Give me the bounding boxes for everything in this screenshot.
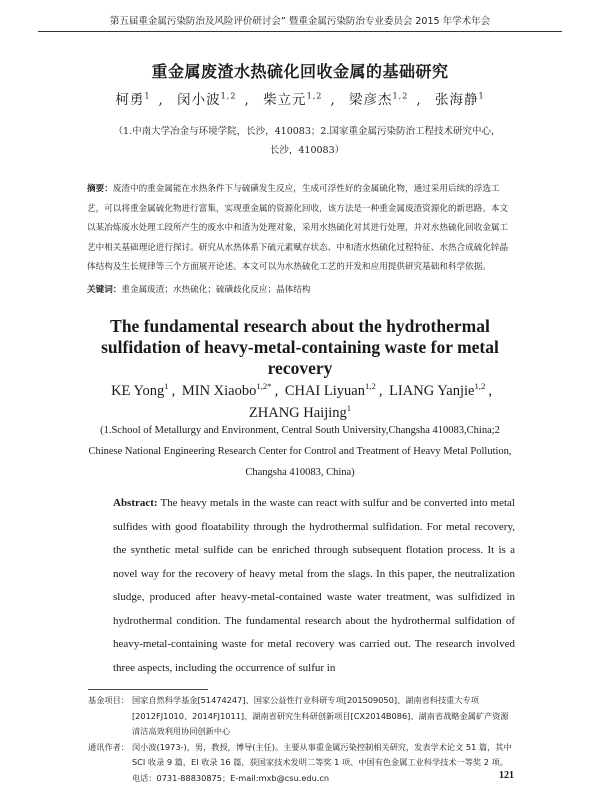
corresponding-author-note	[88, 740, 516, 787]
cn-author: 柴立元$^{1,2}$	[263, 90, 323, 108]
english-abstract	[113, 492, 515, 680]
en-author: ZHANG Haijing$^1$	[248, 403, 352, 421]
en-author: KE Yong$^1$	[111, 381, 169, 399]
running-header: 第五届重金属污染防治及风险评价研讨会” 暨重金属污染防治专业委员会 2015 年学术年会	[109, 16, 491, 27]
english-title: The fundamental research about the hydrothermal sulfidation of heavy-metal-containing waste for metal recovery	[101, 316, 499, 378]
en-author: MIN Xiaobo$^{1,2*}$	[181, 381, 272, 399]
cn-author: 梁彦杰$^{1,2}$	[349, 90, 409, 108]
cn-abstract-label: 摘要：	[87, 184, 113, 194]
author-label: 通讯作者：	[88, 741, 129, 752]
chinese-authors: 柯勇$^1$ , 闵小波$^{1,2}$ , 柴立元$^{1,2}$ , 梁彦杰$^{1,2}$ , 张海静$^1$	[115, 90, 485, 108]
chinese-affiliation: （1.中南大学冶金与环境学院，长沙，410083；2.国家重金属污染防治工程技术研究中心，长沙，410083）	[113, 126, 501, 156]
author-text: 闵小波(1973-)，男，教授，博导(主任)。主要从事重金属污染控制相关研究，发表学术论文 51 篇，其中 SCI 收录 9 篇，EI 收录 16 篇，获国家技术发明二等奖 1 项、中国有色金属工业科学技术一等奖 2 项。电话：0731-88830875；E-mail:mxb@csu.edu.cn	[131, 741, 512, 783]
cn-author: 柯勇$^1$	[115, 90, 151, 108]
chinese-keywords	[87, 282, 512, 298]
cn-keywords-text: 重金属废渣；水热硫化；硫磺歧化反应；晶体结构	[121, 285, 311, 295]
en-abstract-label: Abstract:	[113, 497, 158, 509]
chinese-title: 重金属废渣水热硫化回收金属的基础研究	[151, 62, 449, 81]
cn-author: 张海静$^1$	[435, 90, 485, 108]
footnote-rule	[88, 689, 208, 690]
footnotes	[88, 693, 516, 786]
cn-keywords-label: 关键词：	[87, 285, 122, 295]
cn-abstract-text: 废渣中的重金属能在水热条件下与硫磺发生反应，生成可浮性好的金属硫化物，通过采用后续的浮选工艺，可以将重金属硫化物进行富集，实现重金属的资源化回收，该方法是一种重金属废渣资源化的新思路。本文以某冶炼废水处理工段所产生的废水中和渣为处理对象，采用水热硫化对其进行处理，并对水热硫化回收金属工艺中相关基础理论进行探讨。研究从水热体系下硫元素赋存状态、中和渣水热硫化过程特征、水热合成硫化锌晶体结构及生长规律等三个方面展开论述。本文可以为水热硫化工艺的开发和应用提供研究基础和科学依据。	[87, 184, 509, 273]
funding-text: 国家自然科学基金[51474247]、国家公益性行业科研专项[201509050]、湖南省科技重大专项[2012FJ1010、2014FJ1011]、湖南省研究生科研创新项目[CX2014B086]、湖南省战略金属矿产资源清洁高效利用协同创新中心	[131, 695, 509, 736]
english-authors: KE Yong$^1$ , MIN Xiaobo$^{1,2*}$ , CHAI Liyuan$^{1,2}$ , LIANG Yanjie$^{1,2}$ , ZHANG Haijing$^1$	[111, 381, 492, 421]
chinese-abstract	[87, 180, 512, 278]
page-number: 121	[499, 770, 514, 781]
header-rule	[38, 31, 562, 32]
en-author: CHAI Liyuan$^{1,2}$	[284, 381, 376, 399]
funding-label: 基金项目：	[88, 695, 129, 705]
en-abstract-text: The heavy metals in the waste can react with sulfur and be converted into metal sulfides with good floatability through the hydrothermal sulfidation. For metal recovery, the synthetic metal sulfide can be enriched through subsequent flotation process. It is a novel way for the recovery of heavy metal from the slags. In this paper, the neutralization sludge, produced after heavy-metal-contained waste water treatment, was sulfidized in hydrothermal condition. The fundamental research about the hydrothermal sulfidation of heavy-metal-containing waste for metal recovery was carried out. The research involved three aspects, including the occurrence of sulfur in	[113, 497, 515, 674]
funding-note	[88, 693, 516, 740]
cn-author: 闵小波$^{1,2}$	[177, 90, 237, 108]
en-author: LIANG Yanjie$^{1,2}$	[389, 381, 486, 399]
english-affiliation: (1.School of Metallurgy and Environment, Central South University,Changsha 410083,China;2 Chinese National Engineering Research Center for Control and Treatment of Heavy Metal Pollution, Changsha 410083, China)	[88, 425, 512, 478]
